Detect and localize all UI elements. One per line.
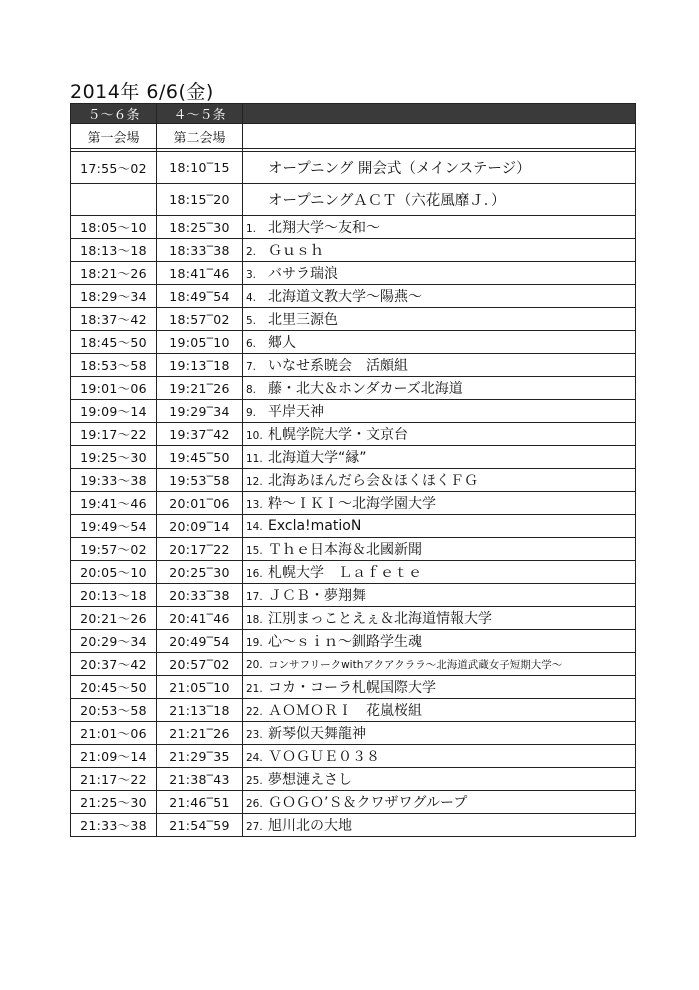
event-number: 7. <box>246 361 257 373</box>
event-number: 19. <box>246 637 263 649</box>
team-name: 郷人 <box>268 335 296 351</box>
venue2-time: 18:33‾38 <box>157 239 243 262</box>
venue1-time: 18:29～34 <box>71 285 157 308</box>
venue1-time: 20:45～50 <box>71 676 157 699</box>
schedule-table <box>70 103 636 837</box>
venue2-time: 18:41‾46 <box>157 262 243 285</box>
venue1-time: 19:33～38 <box>71 469 157 492</box>
venue2-time: 19:13‾18 <box>157 354 243 377</box>
schedule-row <box>71 400 636 423</box>
team-name: 夢想漣えさし <box>268 772 352 788</box>
venue1-time: 18:21～26 <box>71 262 157 285</box>
schedule-row <box>71 308 636 331</box>
event-cell <box>243 216 636 239</box>
event-cell <box>243 239 636 262</box>
team-name: 札幌学院大学・文京台 <box>268 427 408 443</box>
event-cell <box>243 676 636 699</box>
schedule-row <box>71 515 636 538</box>
venue2-time: 19:21‾26 <box>157 377 243 400</box>
event-cell <box>243 768 636 791</box>
venue2-time: 21:13‾18 <box>157 699 243 722</box>
team-name: Ｇｕｓｈ <box>268 243 324 259</box>
page-title: 2014年 6/6(金) <box>70 81 214 103</box>
event-venue-header <box>243 124 636 149</box>
event-number: 12. <box>246 476 263 488</box>
event-number: 27. <box>246 821 263 833</box>
venue2-time: 18:15‾20 <box>157 184 243 216</box>
event-number: 11. <box>246 453 263 465</box>
team-name: Ｔｈｅ日本海＆北國新聞 <box>268 542 422 558</box>
team-name: 藤・北大＆ホンダカーズ北海道 <box>268 381 463 397</box>
event-number: 4. <box>246 292 257 304</box>
venue2-time: 20:25‾30 <box>157 561 243 584</box>
venue1-time: 21:09～14 <box>71 745 157 768</box>
venue2-time: 18:10‾15 <box>157 152 243 184</box>
team-name: Excla!matioN <box>268 518 362 534</box>
event-name: オープニングＡＣＴ（六花風靡Ｊ．） <box>243 184 636 216</box>
event-cell <box>243 584 636 607</box>
group-header-row <box>71 104 636 124</box>
event-number: 5. <box>246 315 257 327</box>
team-name: 新琴似天舞龍神 <box>268 726 366 742</box>
event-number: 25. <box>246 775 263 787</box>
event-cell <box>243 791 636 814</box>
team-name: 旭川北の大地 <box>268 818 352 834</box>
event-cell <box>243 400 636 423</box>
venue1-time <box>71 184 157 216</box>
event-cell <box>243 515 636 538</box>
venue1-time: 20:37～42 <box>71 653 157 676</box>
venue1-time: 20:13～18 <box>71 584 157 607</box>
event-cell <box>243 653 636 676</box>
opening-row <box>71 152 636 184</box>
event-cell <box>243 308 636 331</box>
event-number: 1. <box>246 223 257 235</box>
event-cell <box>243 377 636 400</box>
event-cell <box>243 492 636 515</box>
team-name: コンサフリークwithアクアクララ～北海道武蔵女子短期大学～ <box>268 659 563 671</box>
event-cell <box>243 423 636 446</box>
event-number: 13. <box>246 499 263 511</box>
event-number: 3. <box>246 269 257 281</box>
event-cell <box>243 538 636 561</box>
venue1-time: 19:49～54 <box>71 515 157 538</box>
event-number: 15. <box>246 545 263 557</box>
venue1-time: 21:33～38 <box>71 814 157 837</box>
venue2-time: 20:33‾38 <box>157 584 243 607</box>
schedule-row <box>71 722 636 745</box>
event-cell <box>243 285 636 308</box>
venue1-time: 19:01～06 <box>71 377 157 400</box>
event-number: 17. <box>246 591 263 603</box>
event-cell <box>243 607 636 630</box>
team-name: いなせ系暁会 活頗組 <box>268 358 408 374</box>
opening-row <box>71 184 636 216</box>
event-cell <box>243 262 636 285</box>
col2-group-header: ４～５条 <box>157 104 243 124</box>
event-number: 18. <box>246 614 263 626</box>
schedule-row <box>71 584 636 607</box>
event-number: 23. <box>246 729 263 741</box>
team-name: 北海あほんだら会＆ほくほくＦＧ <box>268 473 478 489</box>
schedule-row <box>71 814 636 837</box>
schedule-row <box>71 791 636 814</box>
team-name: 北海道大学“縁” <box>268 450 367 466</box>
event-cell <box>243 354 636 377</box>
schedule-row <box>71 676 636 699</box>
venue1-time: 18:45～50 <box>71 331 157 354</box>
event-number: 16. <box>246 568 263 580</box>
event-number: 2. <box>246 246 257 258</box>
venue2-time: 18:25‾30 <box>157 216 243 239</box>
venue2-time: 20:49‾54 <box>157 630 243 653</box>
event-cell <box>243 446 636 469</box>
schedule-row <box>71 768 636 791</box>
schedule-row <box>71 607 636 630</box>
schedule-row <box>71 446 636 469</box>
team-name: 粋～ＩＫＩ～北海学園大学 <box>268 496 436 512</box>
team-name: 北里三源色 <box>268 312 338 328</box>
event-number: 20. <box>246 659 263 671</box>
schedule-row <box>71 561 636 584</box>
schedule-row <box>71 216 636 239</box>
venue2-time: 18:49‾54 <box>157 285 243 308</box>
event-cell <box>243 699 636 722</box>
venue2-time: 19:53‾58 <box>157 469 243 492</box>
event-cell <box>243 469 636 492</box>
venue2-time: 21:21‾26 <box>157 722 243 745</box>
team-name: バサラ瑞浪 <box>268 266 338 282</box>
schedule-row <box>71 469 636 492</box>
venue2-time: 20:09‾14 <box>157 515 243 538</box>
schedule-row <box>71 699 636 722</box>
team-name: コカ・コーラ札幌国際大学 <box>268 680 436 696</box>
venue2-time: 21:05‾10 <box>157 676 243 699</box>
venue1-time: 19:41～46 <box>71 492 157 515</box>
event-name: オープニング 開会式（メインステージ） <box>243 152 636 184</box>
schedule-row <box>71 354 636 377</box>
venue2-time: 20:17‾22 <box>157 538 243 561</box>
schedule-row <box>71 745 636 768</box>
venue1-time: 20:05～10 <box>71 561 157 584</box>
event-cell <box>243 561 636 584</box>
venue1-time: 18:05～10 <box>71 216 157 239</box>
venue2-time: 19:37‾42 <box>157 423 243 446</box>
event-number: 22. <box>246 706 263 718</box>
schedule-row <box>71 630 636 653</box>
venue1-time: 21:01～06 <box>71 722 157 745</box>
schedule-row <box>71 239 636 262</box>
event-cell <box>243 745 636 768</box>
venue2-time: 21:54‾59 <box>157 814 243 837</box>
venue2-time: 19:05‾10 <box>157 331 243 354</box>
team-name: ＡＯＭＯＲＩ 花嵐桜組 <box>268 703 422 719</box>
team-name: 平岸天神 <box>268 404 324 420</box>
schedule-row <box>71 262 636 285</box>
schedule-row <box>71 492 636 515</box>
venue2-time: 21:46‾51 <box>157 791 243 814</box>
venue1-time: 19:57～02 <box>71 538 157 561</box>
venue1-time: 20:29～34 <box>71 630 157 653</box>
col1-venue-header: 第一会場 <box>71 124 157 149</box>
venue1-time: 18:53～58 <box>71 354 157 377</box>
venue1-time: 19:17～22 <box>71 423 157 446</box>
schedule-row <box>71 538 636 561</box>
team-name: ＶＯＧＵＥ０３８ <box>268 749 380 765</box>
event-number: 14. <box>246 521 263 533</box>
team-name: 札幌大学 Ｌａｆｅｔｅ <box>268 565 422 581</box>
venue1-time: 21:17～22 <box>71 768 157 791</box>
venue1-time: 17:55～02 <box>71 152 157 184</box>
event-cell <box>243 630 636 653</box>
event-cell <box>243 331 636 354</box>
team-name: 心～ｓｉｎ～釧路学生魂 <box>268 634 422 650</box>
venue-header-row <box>71 124 636 149</box>
venue1-time: 18:37～42 <box>71 308 157 331</box>
venue2-time: 19:29‾34 <box>157 400 243 423</box>
event-number: 9. <box>246 407 257 419</box>
event-cell <box>243 814 636 837</box>
venue2-time: 18:57‾02 <box>157 308 243 331</box>
event-number: 21. <box>246 683 263 695</box>
event-cell <box>243 722 636 745</box>
event-number: 10. <box>246 430 263 442</box>
team-name: 北海道文教大学～陽燕～ <box>268 289 422 305</box>
event-group-header <box>243 104 636 124</box>
schedule-row <box>71 331 636 354</box>
col1-group-header: ５～６条 <box>71 104 157 124</box>
venue1-time: 18:13～18 <box>71 239 157 262</box>
team-name: ＧＯＧＯ’Ｓ＆クワザワグループ <box>268 795 468 811</box>
event-number: 24. <box>246 752 263 764</box>
event-number: 6. <box>246 338 257 350</box>
schedule-row <box>71 285 636 308</box>
team-name: ＪＣＢ・夢翔舞 <box>268 588 366 604</box>
venue2-time: 21:29‾35 <box>157 745 243 768</box>
col2-venue-header: 第二会場 <box>157 124 243 149</box>
venue2-time: 20:01‾06 <box>157 492 243 515</box>
schedule-row <box>71 653 636 676</box>
event-number: 26. <box>246 798 263 810</box>
schedule-row <box>71 377 636 400</box>
team-name: 北翔大学～友和～ <box>268 220 380 236</box>
venue2-time: 21:38‾43 <box>157 768 243 791</box>
venue2-time: 20:41‾46 <box>157 607 243 630</box>
event-number: 8. <box>246 384 257 396</box>
team-name: 江別まっことえぇ＆北海道情報大学 <box>268 611 492 627</box>
venue1-time: 19:25～30 <box>71 446 157 469</box>
venue1-time: 21:25～30 <box>71 791 157 814</box>
schedule-row <box>71 423 636 446</box>
venue1-time: 19:09～14 <box>71 400 157 423</box>
venue1-time: 20:21～26 <box>71 607 157 630</box>
venue1-time: 20:53～58 <box>71 699 157 722</box>
venue2-time: 20:57‾02 <box>157 653 243 676</box>
venue2-time: 19:45‾50 <box>157 446 243 469</box>
